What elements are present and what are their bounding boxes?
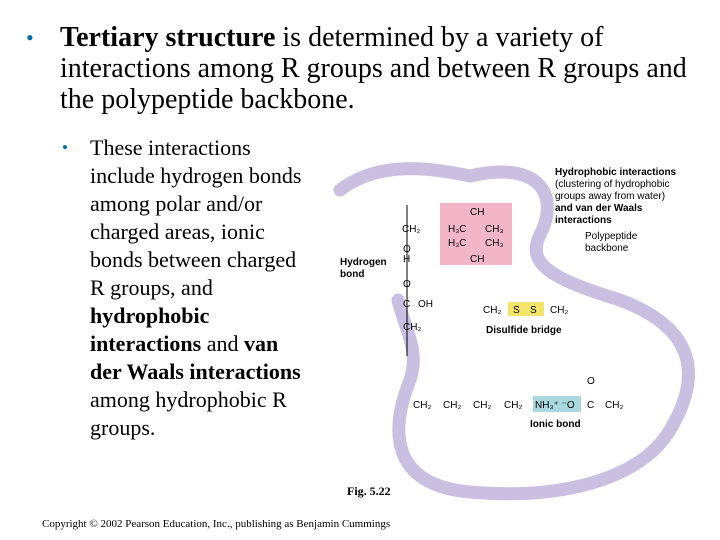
oh-label: OH <box>418 299 433 310</box>
ch2-label: CH₂ <box>402 224 421 235</box>
hydrophobic-title: Hydrophobic interactions <box>555 167 677 178</box>
tertiary-structure-figure <box>330 158 720 508</box>
ionic-label: Ionic bond <box>530 419 581 430</box>
h3c-label: H₃C <box>448 238 467 249</box>
hydrophobic-term: hydrophobic interactions <box>90 303 210 356</box>
o-label: O <box>403 244 411 255</box>
main-bullet-text: is determined by a variety of interactions among R groups and between R groups and the polypeptide backbone. <box>60 22 687 115</box>
hydrophobic-desc: and van der Waals <box>555 203 643 214</box>
bullet-icon: • <box>62 138 68 157</box>
c-label: C <box>587 400 595 411</box>
copyright: Copyright © 2002 Pearson Education, Inc., publishing as Benjamin Cummings <box>42 518 391 530</box>
van-der-waals-term: van der Waals interactions <box>90 331 301 384</box>
ch3-label: CH₃ <box>485 238 504 249</box>
c-label: C <box>403 299 411 310</box>
bullet-icon: • <box>26 25 34 50</box>
o-label: O <box>403 279 411 290</box>
s-label: S <box>513 305 520 316</box>
s-label: S <box>530 305 537 316</box>
sub-text-2: and <box>201 331 244 356</box>
sub-bullet <box>62 134 312 442</box>
ch-label: CH <box>470 254 485 265</box>
main-bullet <box>26 22 696 115</box>
disulfide-label: Disulfide bridge <box>486 325 562 336</box>
ch3-label: CH₃ <box>485 224 504 235</box>
hydrophobic-desc: groups away from water) <box>555 191 666 202</box>
ch2-label: CH₂ <box>504 400 523 411</box>
ch2-label: CH₂ <box>550 305 569 316</box>
h3c-label: H₃C <box>448 224 467 235</box>
nh3-label: NH₃⁺ ⁻O <box>535 400 575 411</box>
ch-label: CH <box>470 207 485 218</box>
hydrophobic-desc: (clustering of hydrophobic <box>555 179 670 190</box>
hbond-label: bond <box>340 269 365 280</box>
tertiary-structure-term: Tertiary structure <box>60 22 276 53</box>
hbond-label: Hydrogen <box>340 257 387 268</box>
sub-text-3: among hydrophobic R groups. <box>90 387 287 440</box>
ch2-label: CH₂ <box>473 400 492 411</box>
sub-text-1: These interactions include hydrogen bonds among polar and/or charged areas, ionic bonds between charged R groups, and <box>90 135 302 300</box>
ch2-label: CH₂ <box>605 400 624 411</box>
hydrophobic-desc: interactions <box>555 215 612 226</box>
h-label: H <box>403 254 411 265</box>
ch2-label: CH₂ <box>443 400 462 411</box>
backbone-label: backbone <box>585 243 629 254</box>
o-label: O <box>587 376 595 387</box>
figure-caption: Fig. 5.22 <box>347 484 391 498</box>
ch2-label: CH₂ <box>403 322 422 333</box>
backbone-label: Polypeptide <box>585 231 638 242</box>
ch2-label: CH₂ <box>413 400 432 411</box>
ch2-label: CH₂ <box>483 305 502 316</box>
